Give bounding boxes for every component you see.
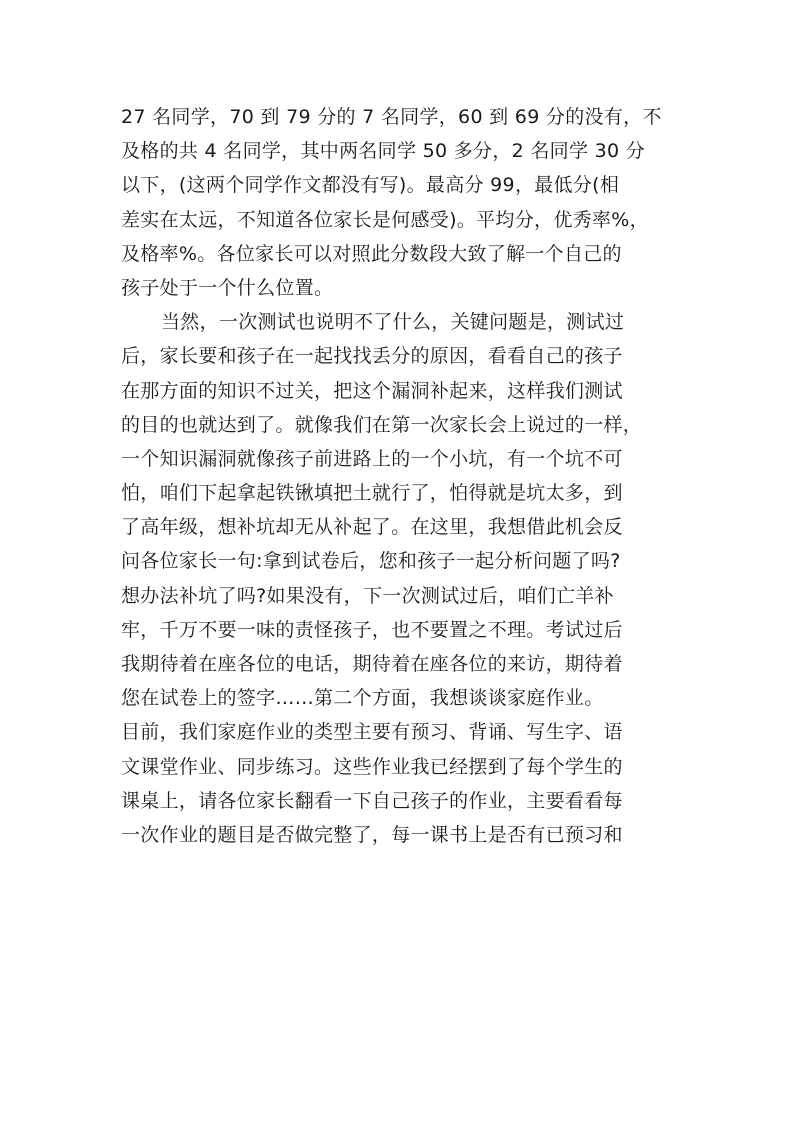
text-line: 了高年级，想补坑却无从补起了。在这里，我想借此机会反: [121, 516, 623, 539]
text-line: 您在试卷上的签字……第二个方面，我想谈谈家庭作业。: [121, 687, 604, 710]
text-line: 在那方面的知识不过关，把这个漏洞补起来，这样我们测试: [121, 379, 623, 402]
text-line: 差实在太远，不知道各位家长是何感受)。平均分，优秀率%，: [121, 208, 649, 231]
text-line: 课桌上，请各位家长翻看一下自己孩子的作业，主要看看每: [121, 789, 623, 812]
text-line: 的目的也就达到了。就像我们在第一次家长会上说过的一样，: [121, 413, 643, 436]
text-line: 孩子处于一个什么位置。: [121, 276, 334, 299]
text-line: 及格的共 4 名同学，其中两名同学 50 多分，2 名同学 30 分: [121, 140, 646, 163]
text-line: 27 名同学，70 到 79 分的 7 名同学，60 到 69 分的没有，不: [121, 106, 662, 128]
text-line: 问各位家长一句:拿到试卷后，您和孩子一起分析问题了吗?: [121, 550, 621, 573]
text-line: 一次作业的题目是否做完整了，每一课书上是否有已预习和: [121, 823, 623, 846]
text-line: 牢，千万不要一味的责怪孩子，也不要置之不理。考试过后: [121, 618, 623, 641]
body-text: [121, 100, 681, 852]
text-line: 后，家长要和孩子在一起找找丢分的原因，看看自己的孩子: [121, 345, 623, 368]
text-line: 目前，我们家庭作业的类型主要有预习、背诵、写生字、语: [121, 721, 623, 744]
text-line: 一个知识漏洞就像孩子前进路上的一个小坑，有一个坑不可: [121, 447, 623, 470]
text-line: 我期待着在座各位的电话，期待着在座各位的来访，期待着: [121, 653, 623, 675]
text-line: 以下，(这两个同学作文都没有写)。最高分 99，最低分(相: [121, 174, 620, 197]
text-line: 想办法补坑了吗?如果没有，下一次测试过后，咱们亡羊补: [121, 584, 614, 607]
text-line: 文课堂作业、同步练习。这些作业我已经摆到了每个学生的: [121, 755, 623, 778]
paragraph-first-line: 当然，一次测试也说明不了什么，关键问题是，测试过: [161, 311, 625, 334]
text-line: 及格率%。各位家长可以对照此分数段大致了解一个自己的: [121, 242, 622, 265]
text-line: 怕，咱们下起拿起铁锹填把土就行了，怕得就是坑太多，到: [121, 482, 623, 505]
